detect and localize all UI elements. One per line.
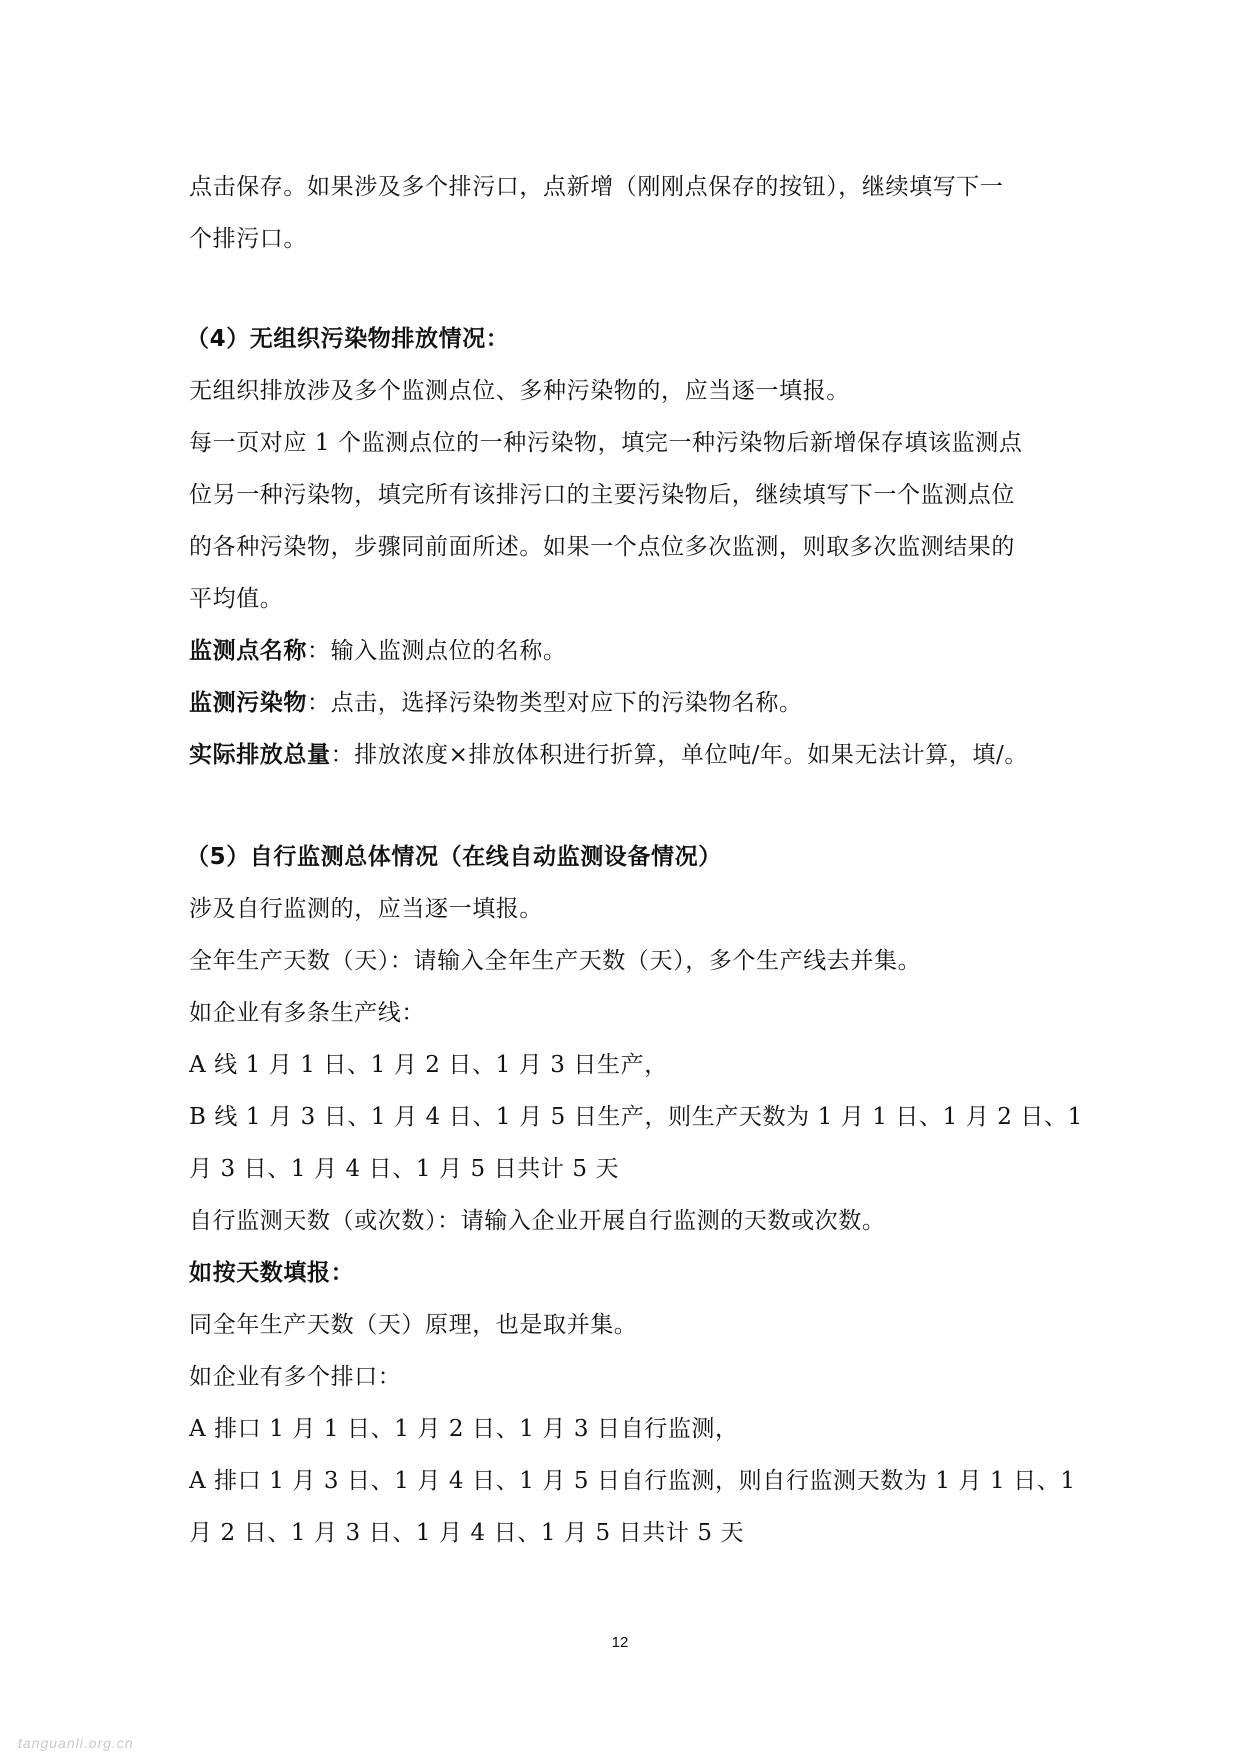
- field-text: ：点击，选择污染物类型对应下的污染物名称。: [307, 690, 803, 716]
- page-number: 12: [611, 1634, 629, 1651]
- body-text-line: 涉及自行监测的，应当逐一填报。: [189, 896, 543, 922]
- field-label: 监测点名称: [189, 638, 307, 664]
- body-text-line: 月 2 日、1 月 3 日、1 月 4 日、1 月 5 日共计 5 天: [189, 1520, 745, 1546]
- field-description-actual-emission: [189, 740, 1028, 770]
- field-description-monitor-point: [189, 636, 567, 666]
- body-text-line: B 线 1 月 3 日、1 月 4 日、1 月 5 日生产，则生产天数为 1 月 1 日、1 月 2 日、1: [189, 1104, 1083, 1130]
- body-text-line: 每一页对应 1 个监测点位的一种污染物，填完一种污染物后新增保存填该监测点: [189, 430, 1023, 456]
- field-description-monitor-pollutant: [189, 688, 803, 718]
- body-text-line: A 排口 1 月 1 日、1 月 2 日、1 月 3 日自行监测，: [189, 1416, 739, 1442]
- field-label: 监测污染物: [189, 690, 307, 716]
- watermark: tanguanli.org.cn: [18, 1735, 134, 1751]
- body-text-line: 个排污口。: [189, 226, 307, 252]
- section-heading-4: （4）无组织污染物排放情况：: [186, 326, 510, 352]
- body-text-line: A 线 1 月 1 日、1 月 2 日、1 月 3 日生产，: [189, 1052, 668, 1078]
- section-heading-5: （5）自行监测总体情况（在线自动监测设备情况）: [186, 844, 722, 870]
- body-text-line: 点击保存。如果涉及多个排污口，点新增（刚刚点保存的按钮），继续填写下一: [189, 174, 1004, 200]
- body-text-line: 如企业有多个排口：: [189, 1364, 402, 1390]
- field-text: ：输入监测点位的名称。: [307, 638, 567, 664]
- sub-heading: 如按天数填报：: [189, 1260, 355, 1286]
- body-text-line: 位另一种污染物，填完所有该排污口的主要污染物后，继续填写下一个监测点位: [189, 482, 1015, 508]
- body-text-line: 平均值。: [189, 586, 284, 612]
- body-text-line: 月 3 日、1 月 4 日、1 月 5 日共计 5 天: [189, 1156, 620, 1182]
- body-text-line: 同全年生产天数（天）原理，也是取并集。: [189, 1312, 638, 1338]
- field-label: 实际排放总量: [189, 742, 331, 768]
- body-text-line: 全年生产天数（天）：请输入全年生产天数（天），多个生产线去并集。: [189, 948, 922, 974]
- body-text-line: 自行监测天数（或次数）：请输入企业开展自行监测的天数或次数。: [189, 1208, 886, 1234]
- body-text-line: 的各种污染物，步骤同前面所述。如果一个点位多次监测，则取多次监测结果的: [189, 534, 1015, 560]
- body-text-line: 无组织排放涉及多个监测点位、多种污染物的，应当逐一填报。: [189, 378, 850, 404]
- field-text: ：排放浓度×排放体积进行折算，单位吨/年。如果无法计算，填/。: [330, 742, 1028, 768]
- body-text-line: 如企业有多条生产线：: [189, 1000, 425, 1026]
- body-text-line: A 排口 1 月 3 日、1 月 4 日、1 月 5 日自行监测，则自行监测天数为 1 月 1 日、1: [189, 1468, 1076, 1494]
